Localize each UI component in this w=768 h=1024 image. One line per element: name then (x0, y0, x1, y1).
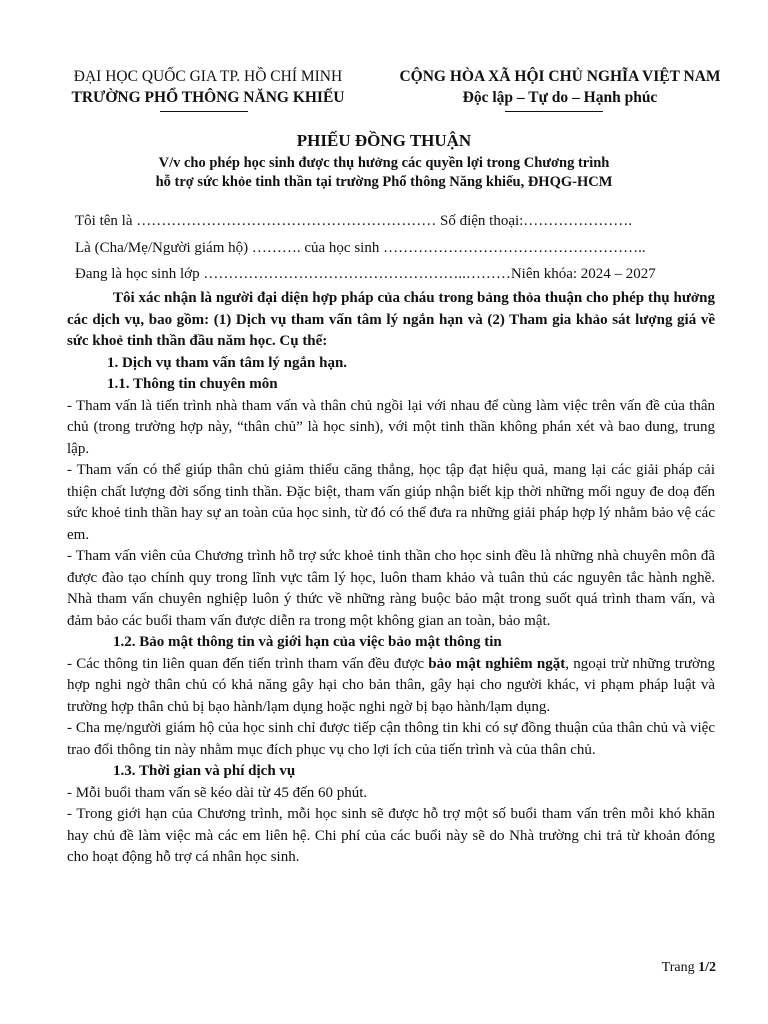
document-subtitle-line1: V/v cho phép học sinh được thụ hưởng các quyền lợi trong Chương trình (158, 155, 610, 171)
document-subtitle-line2: hỗ trợ sức khỏe tinh thần tại trường Phổ thông Năng khiếu, ĐHQG-HCM (155, 174, 613, 190)
national-header (380, 66, 740, 108)
list-item-text: , ngoại trừ những trường hợp nghi ngờ thân chủ có khả năng gây hại cho bản thân, gây hại cho người khác, vi phạm pháp luật và trường hợp thân chủ bị bạo hành/lạm dụng hoặc nghi ngờ bị bạo hành/lạm dụng. (67, 655, 715, 715)
emphasis-text: bảo mật nghiêm ngặt (428, 655, 566, 672)
list-item: - Tham vấn có thể giúp thân chủ giảm thiểu căng thẳng, học tập đạt hiệu quả, mang lại các giải pháp cải thiện chất lượng đời sống tinh thần. Đặc biệt, tham vấn giúp nhận biết kịp thời những mối nguy đe doạ đến sức khoẻ tinh thần hay sự an toàn của học sinh, từ đó có thể đưa ra những giải pháp hợp lý nhằm bảo vệ các em. (67, 462, 715, 543)
page-number (662, 960, 716, 976)
list-item-text: - Các thông tin liên quan đến tiến trình tham vấn đều được (67, 655, 429, 672)
page-count: 1/2 (698, 960, 716, 975)
school-name: TRƯỜNG PHỔ THÔNG NĂNG KHIẾU (71, 89, 345, 106)
university-name: ĐẠI HỌC QUỐC GIA TP. HỒ CHÍ MINH (73, 68, 343, 85)
header-underline-right (505, 111, 603, 112)
class-schoolyear-field: Đang là học sinh lớp ……………………………………………..………Niên khóa: 2024 – 2027 (75, 266, 656, 282)
section-heading-1: 1. Dịch vụ tham vấn tâm lý ngắn hạn. (107, 354, 348, 371)
name-phone-field: Tôi tên là …………………………………………………… Số điện thoại:…………………. (75, 213, 633, 229)
document-body (67, 288, 715, 869)
page-label: Trang (661, 960, 695, 975)
consent-intro: Tôi xác nhận là người đại diện hợp pháp của cháu trong bảng thỏa thuận cho phép thụ hưởng các dịch vụ, bao gồm: (1) Dịch vụ tham vấn tâm lý ngắn hạn và (2) Tham gia khảo sát lượng giá về sức khoẻ tinh thần đầu năm học. Cụ thể: (67, 290, 715, 349)
country-name: CỘNG HÒA XÃ HỘI CHỦ NGHĨA VIỆT NAM (399, 68, 721, 85)
list-item: - Mỗi buổi tham vấn sẽ kéo dài từ 45 đến 60 phút. (67, 784, 368, 801)
list-item: - Tham vấn viên của Chương trình hỗ trợ sức khoẻ tinh thần cho học sinh đều là những nhà chuyên môn đã được đào tạo chính quy trong lĩnh vực tâm lý học, luôn tham khảo và tuân thủ các nguyên tắc hành nghề. Nhà tham vấn chuyên nghiệp luôn ý thức về những ràng buộc bảo mật trong suốt quá trình tham vấn, và đảm bảo các buổi tham vấn được diễn ra trong một không gian an toàn, bảo mật. (67, 548, 715, 629)
national-motto: Độc lập – Tự do – Hạnh phúc (462, 89, 658, 106)
document-title: PHIẾU ĐỒNG THUẬN (296, 131, 472, 150)
section-heading-1-3: 1.3. Thời gian và phí dịch vụ (113, 763, 296, 779)
list-item: - Cha mẹ/người giám hộ của học sinh chỉ được tiếp cận thông tin khi có sự đồng thuận của thân chủ và việc trao đổi thông tin này nhằm mục đích phục vụ cho lợi ích của tiến trình và của thân chủ. (67, 720, 715, 758)
list-item: - Trong giới hạn của Chương trình, mỗi học sinh sẽ được hỗ trợ một số buổi tham vấn trên mỗi khó khăn hay chủ đề làm việc mà các em liên hệ. Chi phí của các buổi này sẽ do Nhà trường chi trả từ khoản đóng cho hoạt động hỗ trợ cá nhân học sinh. (67, 806, 715, 865)
institution-header (58, 66, 358, 108)
section-heading-1-1: 1.1. Thông tin chuyên môn (107, 376, 278, 392)
list-item: - Tham vấn là tiến trình nhà tham vấn và thân chủ ngồi lại với nhau để cùng làm việc trên vấn đề của thân chủ (trong trường hợp này, “thân chủ” là học sinh), với một tinh thần không phán xét và bao dung, trung lập. (67, 397, 715, 457)
header-underline-left (160, 111, 248, 112)
guardian-student-field: Là (Cha/Mẹ/Người giám hộ) ………. của học sinh …………………………………………….. (75, 240, 646, 256)
section-heading-1-2: 1.2. Bảo mật thông tin và giới hạn của việc bảo mật thông tin (113, 634, 502, 650)
list-item (67, 654, 715, 719)
